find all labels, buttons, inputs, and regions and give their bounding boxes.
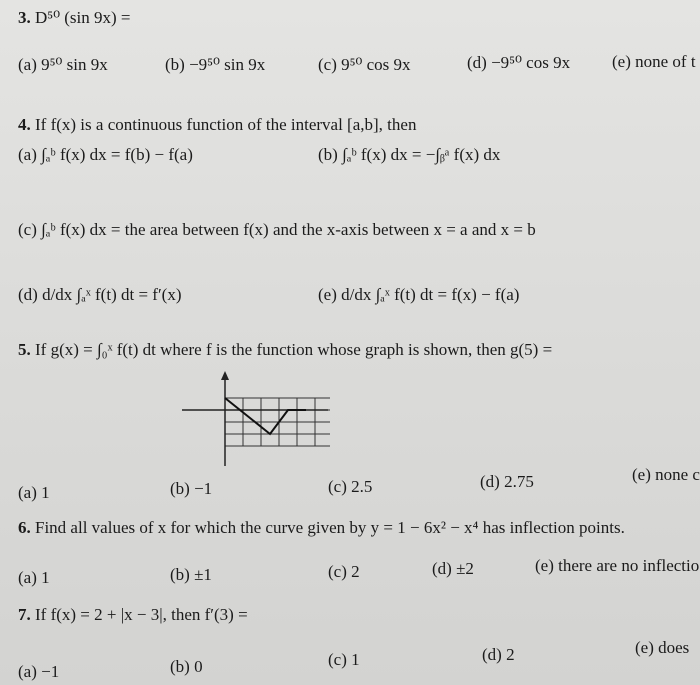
q3-option-d: (d) −9⁵⁰ cos 9x: [467, 53, 571, 72]
q4-option-a: (a) ∫ₐᵇ f(x) dx = f(b) − f(a): [18, 145, 193, 164]
q3-option-d-label: (d): [467, 53, 492, 72]
q4-option-e: (e) d/dx ∫ₐˣ f(t) dt = f(x) − f(a): [318, 285, 520, 304]
q7-option-e-label: (e): [635, 638, 659, 657]
q6-option-d-label: (d): [432, 559, 457, 578]
q5-option-a: (a) 1: [18, 483, 50, 502]
q5-stem: 5. If g(x) = ∫₀ˣ f(t) dt where f is the function whose graph is shown, then g(5) =: [18, 340, 553, 359]
q7-number: 7.: [18, 605, 35, 624]
q4-option-c: (c) ∫ₐᵇ f(x) dx = the area between f(x) and the x-axis between x = a and x = b: [18, 220, 536, 239]
q7-option-d-label: (d): [482, 645, 507, 664]
q6-option-e: (e) there are no inflectio: [535, 556, 700, 575]
q5-option-a-label: (a): [18, 483, 42, 502]
q6-option-e-label: (e): [535, 556, 559, 575]
q5-option-e-label: (e): [632, 465, 656, 484]
q3-option-e-label: (e): [612, 52, 636, 71]
q3-option-c-label: (c): [318, 55, 342, 74]
q4-option-c-label: (c): [18, 220, 42, 239]
q4-option-d: (d) d/dx ∫ₐˣ f(t) dt = f′(x): [18, 285, 182, 304]
q7-option-c: (c) 1: [328, 650, 360, 669]
q6-number: 6.: [18, 518, 35, 537]
q6-option-d: (d) ±2: [432, 559, 474, 578]
q4-option-a-label: (a): [18, 145, 42, 164]
q5-option-e: (e) none c: [632, 465, 700, 484]
q6-option-b-label: (b): [170, 565, 195, 584]
graph-function-curve: [225, 398, 306, 434]
q7-option-e: (e) does: [635, 638, 690, 657]
q4-option-b-label: (b): [318, 145, 343, 164]
q6-option-c: (c) 2: [328, 562, 360, 581]
q3-option-c: (c) 9⁵⁰ cos 9x: [318, 55, 411, 74]
q3-stem: 3. D⁵⁰ (sin 9x) =: [18, 8, 131, 27]
q4-option-b: (b) ∫ₐᵇ f(x) dx = −∫ᵦᵃ f(x) dx: [318, 145, 501, 164]
q5-function-graph: [180, 368, 330, 468]
q5-option-c: (c) 2.5: [328, 477, 373, 496]
q6-option-a: (a) 1: [18, 568, 50, 587]
q3-option-b: (b) −9⁵⁰ sin 9x: [165, 55, 266, 74]
graph-y-axis-arrow: [221, 371, 229, 380]
q7-option-d: (d) 2: [482, 645, 515, 664]
q7-option-c-label: (c): [328, 650, 352, 669]
q4-stem: 4. If f(x) is a continuous function of the interval [a,b], then: [18, 115, 417, 134]
q6-option-b: (b) ±1: [170, 565, 212, 584]
q3-option-a-label: (a): [18, 55, 42, 74]
q4-option-d-label: (d): [18, 285, 43, 304]
q5-number: 5.: [18, 340, 35, 359]
q3-option-e: (e) none of t: [612, 52, 696, 71]
q3-number: 3.: [18, 8, 35, 27]
q5-option-b: (b) −1: [170, 479, 213, 498]
q4-option-e-label: (e): [318, 285, 342, 304]
q6-stem: 6. Find all values of x for which the curve given by y = 1 − 6x² − x⁴ has inflection points.: [18, 518, 625, 537]
q3-option-b-label: (b): [165, 55, 190, 74]
q7-option-b: (b) 0: [170, 657, 203, 676]
q6-option-c-label: (c): [328, 562, 352, 581]
q4-number: 4.: [18, 115, 35, 134]
q7-stem: 7. If f(x) = 2 + |x − 3|, then f′(3) =: [18, 605, 248, 624]
q6-option-a-label: (a): [18, 568, 42, 587]
q5-option-c-label: (c): [328, 477, 352, 496]
q3-option-a: (a) 9⁵⁰ sin 9x: [18, 55, 108, 74]
q5-option-b-label: (b): [170, 479, 195, 498]
q7-option-a-label: (a): [18, 662, 42, 681]
q7-option-a: (a) −1: [18, 662, 60, 681]
q7-option-b-label: (b): [170, 657, 195, 676]
q5-option-d: (d) 2.75: [480, 472, 534, 491]
q5-option-d-label: (d): [480, 472, 505, 491]
graph-grid: [225, 398, 330, 446]
